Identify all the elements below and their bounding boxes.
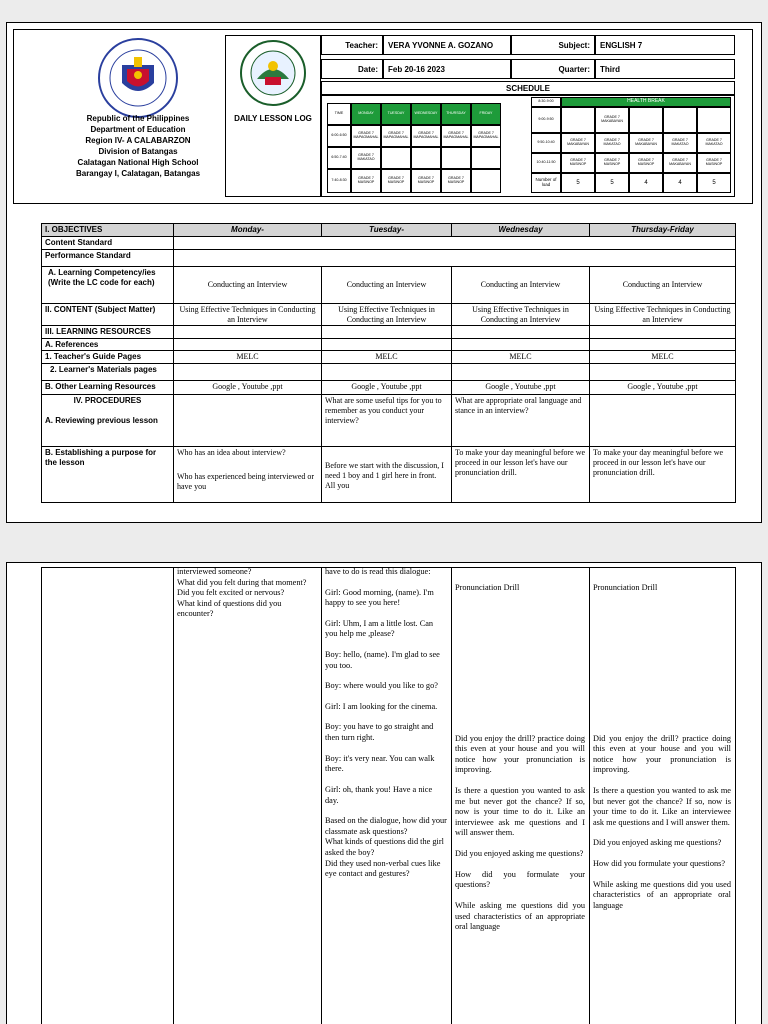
text-line: interviewed someone? [177,567,252,576]
schedule-cell: GRADE 7 MASINOP [629,153,663,173]
review-thursday [590,395,736,447]
tuesday-header: Tuesday- [322,224,452,237]
schedule-cell [663,107,697,133]
other-wednesday: Google , Youtube ,ppt [452,381,590,395]
schedule-cell [471,147,501,169]
dialogue-line: Boy: you have to go straight and then turn right. [325,722,434,743]
header-line: Barangay I, Calatagan, Batangas [75,169,201,178]
school-logo-icon [239,39,307,107]
schedule-cell: GRADE 7 MASINOP [697,153,731,173]
schedule-cell [441,147,471,169]
other-monday: Google , Youtube ,ppt [174,381,322,395]
column-line [321,567,322,1024]
schedule-cell [411,147,441,169]
text-line: Did you enjoyed asking me questions? [455,849,584,859]
tg-tuesday: MELC [322,351,452,364]
content-standard-value [174,237,736,250]
text-line: While asking me questions did you used characteristics of an appropriate oral language [593,879,731,910]
content-thursday: Using Effective Techniques in Conducting an Interview [590,304,736,326]
schedule-cell: 9:00-9:50 [531,107,561,133]
schedule-cell [629,107,663,133]
quarter-value: Third [595,59,735,79]
other-thursday: Google , Youtube ,ppt [590,381,736,395]
subject-label: Subject: [511,35,595,55]
other-resources-label: B. Other Learning Resources [42,381,174,395]
schedule-cell: GRADE 7 MAKATAO [351,147,381,169]
teachers-guide-label: 1. Teacher's Guide Pages [42,351,174,364]
performance-standard-value [174,250,736,267]
column-line [451,567,452,1024]
text-line: Is there a question you wanted to ask me but never got the chance? If so, now is your time to do it. Like an interviewee ask me questions and I will answer them. [593,786,731,827]
lc-monday: Conducting an Interview [174,267,322,304]
header-line: Region IV- A CALABARZON [85,136,191,145]
performance-standard-label: Performance Standard [42,250,174,267]
content-label: II. CONTENT (Subject Matter) [42,304,174,326]
load-value: 4 [629,173,663,193]
tg-monday: MELC [174,351,322,364]
dialogue-line: Boy: it's very near. You can walk there. [325,753,435,774]
purpose-thursday: To make your day meaningful before we proceed in our lesson let's have our pronunciation drill. [590,447,736,503]
schedule-day-header: WEDNESDAY [411,103,441,125]
lesson-log-page-2 [6,562,762,1024]
dialogue-line: Boy: where would you like to go? [325,681,438,691]
purpose-monday [174,447,322,503]
references-label: A. References [42,338,174,351]
dialogue-line: Did they used non-verbal cues like eye contact and gestures? [325,858,441,879]
subject-value: ENGLISH 7 [595,35,735,55]
dialogue-line: have to do is read this dialogue: [325,567,431,576]
monday-header: Monday- [174,224,322,237]
schedule-cell: 9:50-10:40 [531,133,561,153]
schedule-day-header: MONDAY [351,103,381,125]
resources-label: III. LEARNING RESOURCES [42,326,174,339]
schedule-cell: GRADE 7 MASINOP [351,169,381,193]
dialogue-line: Boy: hello, (name). I'm glad to see you too. [325,650,440,670]
drill-title: Pronunciation Drill [455,583,520,592]
column-line [735,567,736,1024]
load-value: 5 [595,173,629,193]
review-monday [174,395,322,447]
review-label: A. Reviewing previous lesson [45,415,158,425]
column-line [589,567,590,1024]
schedule-cell: GRADE 7 MAKATAO [595,133,629,153]
procedures-label: IV. PROCEDURES [73,396,142,406]
schedule-cell [471,169,501,193]
health-break: HEALTH BREAK [561,97,731,107]
schedule-cell: 6:50-7:40 [327,147,351,169]
purpose-monday-line-2: Who has experienced being interviewed or have you [177,471,315,491]
date-value: Feb 20-16 2023 [383,59,511,79]
dialogue-line: Based on the dialogue, how did your classmate ask questions? [325,816,447,836]
dialogue-line: Girl: I am looking for the cinema. [325,701,438,711]
schedule-cell: GRADE 7 MAPAGMAHAL [471,125,501,147]
purpose-tuesday: Before we start with the discussion, I need 1 boy and 1 girl here in front. All you [322,447,452,503]
schedule-cell [381,147,411,169]
monday-continued [177,567,317,620]
dialogue-line: Girl: oh, thank you! Have a nice day. [325,784,433,805]
load-value: 5 [697,173,731,193]
tg-thursday: MELC [590,351,736,364]
header-line: Calatagan National High School [77,158,199,167]
lc-label: A. Learning Competency/ies (Write the LC code for each) [42,267,174,304]
schedule-cell: 6:00-6:50 [327,125,351,147]
schedule-right-grid [531,97,731,193]
schedule-left-grid [327,103,501,193]
schedule-cell: 7:40-8:30 [327,169,351,193]
load-label: Number of load [531,173,561,193]
learners-materials-label: 2. Learner's Materials pages [42,364,174,381]
tuesday-dialogue [325,567,447,880]
schedule-cell [561,107,595,133]
content-wednesday: Using Effective Techniques in Conducting an Interview [452,304,590,326]
thursday-continued [593,583,731,922]
load-value: 4 [663,173,697,193]
teacher-value: VERA YVONNE A. GOZANO [383,35,511,55]
schedule-label: SCHEDULE [321,81,735,95]
column-line [173,567,174,1024]
text-line: While asking me questions did you used characteristics of an appropriate oral language [455,900,585,932]
schedule-cell: GRADE 7 MAKABAYAN [663,153,697,173]
lc-thursday: Conducting an Interview [590,267,736,304]
purpose-monday-line-1: Who has an idea about interview? [177,448,286,458]
wednesday-header: Wednesday [452,224,590,237]
purpose-label: B. Establishing a purpose for the lesson [42,447,174,503]
load-value: 5 [561,173,595,193]
purpose-wednesday: To make your day meaningful before we proceed in our lesson let's have our pronunciation drill. [452,447,590,503]
text-line: Did you enjoyed asking me questions? [593,838,722,848]
text-line: Did you enjoy the drill? practice doing this even at your house and you will notice how your pronunciation is improving. [593,733,731,775]
schedule-cell: GRADE 7 MAPAGMAHAL [351,125,381,147]
schedule-cell: GRADE 7 MAPAGMAHAL [381,125,411,147]
dialogue-line: Girl: Good morning, (name). I'm happy to see you here! [325,587,434,608]
review-wednesday: What are appropriate oral language and stance in an interview? [452,395,590,447]
lesson-log-page-1 [6,22,762,523]
review-cell [42,395,174,447]
schedule-cell: GRADE 7 MASINOP [411,169,441,193]
dialogue-line: What kinds of questions did the girl asked the boy? [325,837,444,857]
schedule-cell: 10:40-11:50 [531,153,561,173]
header-line: Division of Batangas [98,147,178,156]
teacher-label: Teacher: [321,35,383,55]
schedule-cell: GRADE 7 MASINOP [561,153,595,173]
schedule-cell: GRADE 7 MAKATAO [663,133,697,153]
review-tuesday: What are some useful tips for you to remember as you conduct your interview? [322,395,452,447]
schedule-cell: GRADE 7 MASINOP [441,169,471,193]
schedule-cell: GRADE 7 MAKABAYAN [561,133,595,153]
schedule-day-header: FRIDAY [471,103,501,125]
text-line: What kind of questions did you encounter? [177,598,282,619]
quarter-label: Quarter: [511,59,595,79]
schedule-day-header: TUESDAY [381,103,411,125]
schedule-cell: GRADE 7 MAKATAO [697,133,731,153]
date-label: Date: [321,59,383,79]
schedule-cell [697,107,731,133]
drill-title: Pronunciation Drill [593,583,658,592]
schedule-day-header: THURSDAY [441,103,471,125]
schedule-cell: GRADE 7 MAKABAYAN [595,107,629,133]
objectives-header: I. OBJECTIVES [42,224,174,237]
deped-seal-icon [97,37,179,119]
schedule-cell: GRADE 7 MASINOP [595,153,629,173]
school-address [67,113,209,179]
lc-wednesday: Conducting an Interview [452,267,590,304]
dialogue-line: Girl: Uhm, I am a little lost. Can you help me ,please? [325,618,434,639]
header-line: Republic of the Philippines [86,114,190,123]
tg-wednesday: MELC [452,351,590,364]
daily-lesson-log-title: DAILY LESSON LOG [234,114,312,123]
schedule-day-header: TIME [327,103,351,125]
text-line: Did you enjoy the drill? practice doing this even at your house and you will notice how your pronunciation is improving. [455,733,585,775]
header-line: Department of Education [90,125,186,134]
lesson-table [41,223,736,503]
schedule-cell: GRADE 7 MASINOP [381,169,411,193]
content-tuesday: Using Effective Techniques in Conducting an Interview [322,304,452,326]
schedule-cell: 8:30-9:00 [531,97,561,107]
text-line: What did you felt during that moment? Did you felt excited or nervous? [177,577,307,598]
schedule-cell: GRADE 7 MAKABAYAN [629,133,663,153]
lc-tuesday: Conducting an Interview [322,267,452,304]
schedule-cell: GRADE 7 MAPAGMAHAL [411,125,441,147]
content-standard-label: Content Standard [42,237,174,250]
other-tuesday: Google , Youtube ,ppt [322,381,452,395]
text-line: How did you formulate your questions? [593,859,726,869]
content-monday: Using Effective Techniques in Conducting an Interview [174,304,322,326]
thursday-friday-header: Thursday-Friday [590,224,736,237]
wednesday-continued [455,583,585,943]
text-line: Is there a question you wanted to ask me but never got the chance? If so, now is your time to do it. Like an interviewee ask me questions and I will answer them. [455,786,585,838]
schedule-cell: GRADE 7 MAPAGMAHAL [441,125,471,147]
column-line [41,567,42,1024]
text-line: How did you formulate your questions? [455,869,585,890]
